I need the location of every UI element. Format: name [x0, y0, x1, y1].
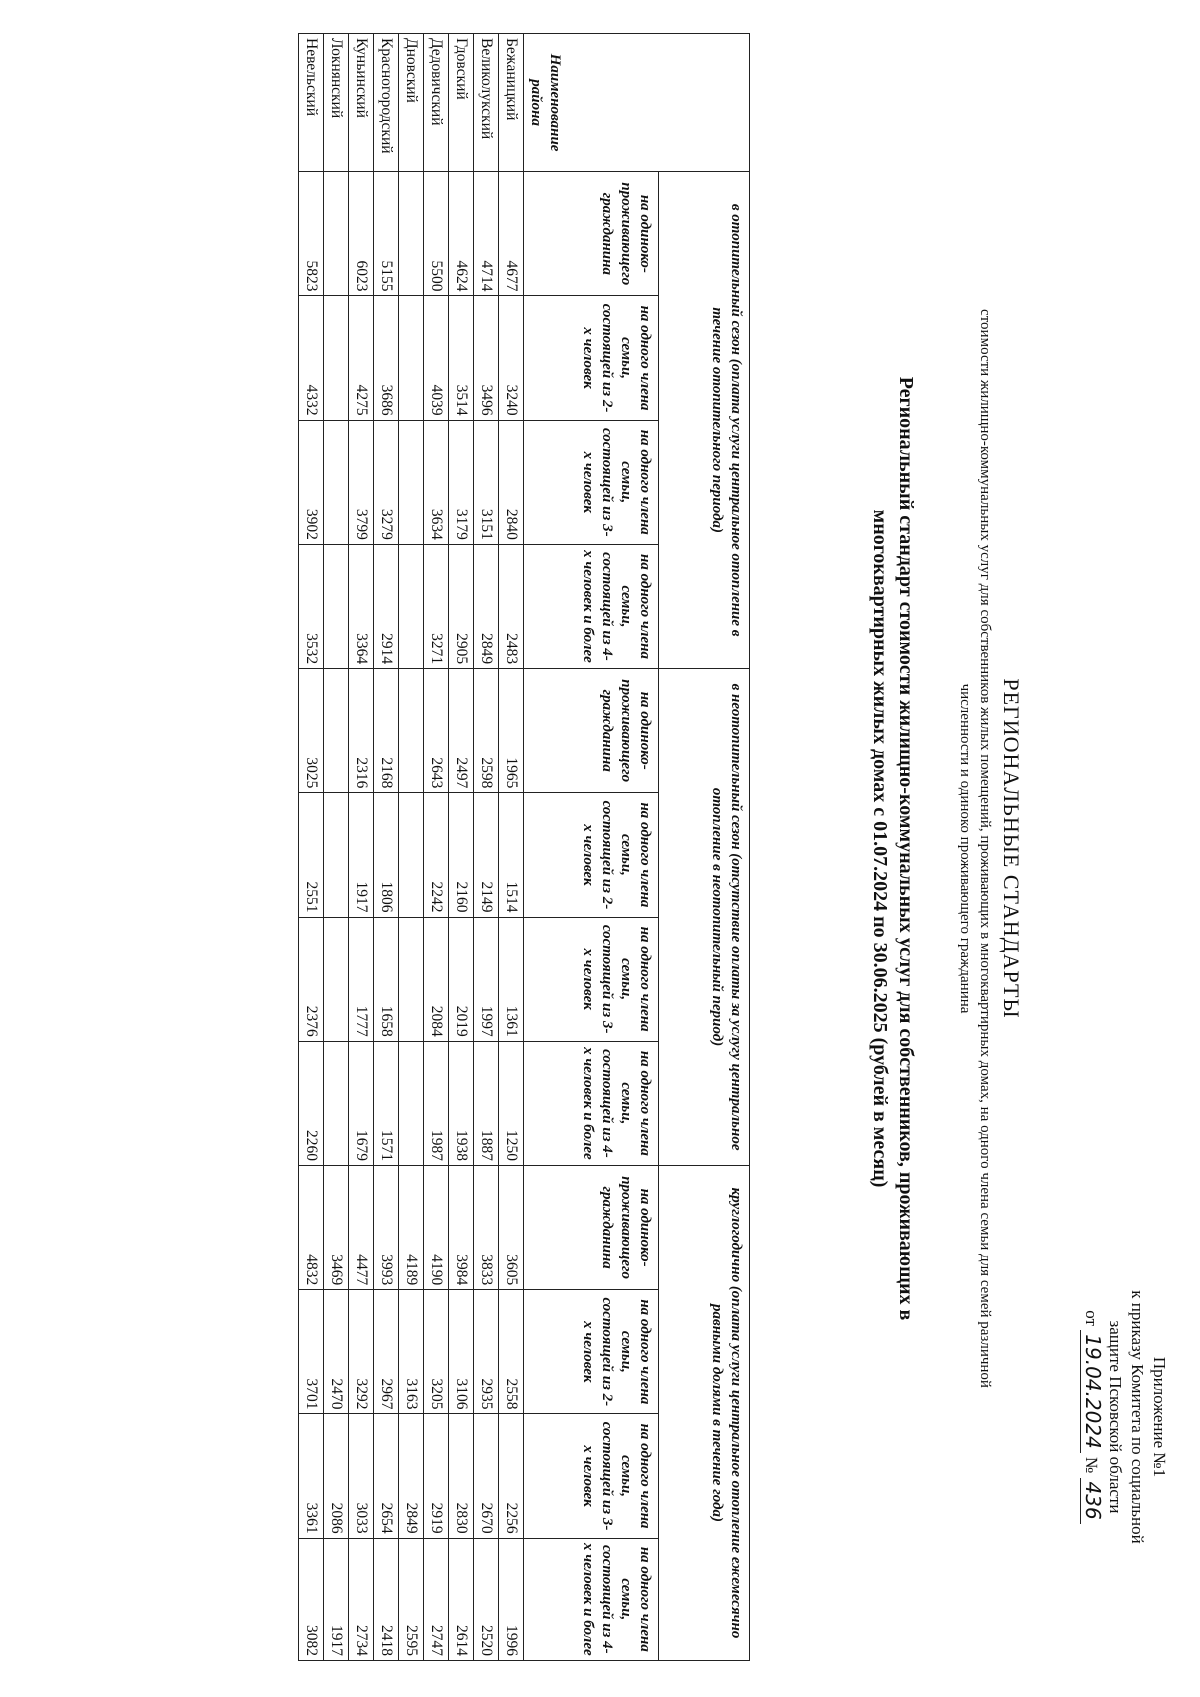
district-name-cell: Куньинский	[349, 34, 374, 172]
value-cell: 3469	[324, 1166, 349, 1290]
value-cell: 1887	[474, 1041, 499, 1165]
table-header-row-sub	[524, 34, 659, 1661]
value-cell: 4714	[474, 172, 499, 296]
appendix-committee-line: защите Псковской области	[1106, 1320, 1125, 1514]
table-row	[324, 34, 349, 1661]
subheader-family-3: на одного члена семьи, состоящей из 3-х человек	[524, 1414, 659, 1538]
subheader-family-2: на одного члена семьи, состоящей из 2-х человек	[524, 793, 659, 917]
value-cell: 2256	[499, 1414, 524, 1538]
value-cell	[324, 172, 349, 296]
appendix-order-line: к приказу Комитета по социальной	[1128, 1290, 1147, 1544]
table-row	[299, 34, 324, 1661]
value-cell: 1777	[349, 917, 374, 1041]
subheader-family-3: на одного члена семьи, состоящей из 3-х человек	[524, 420, 659, 544]
district-name-cell: Красногородский	[374, 34, 399, 172]
value-cell: 2316	[349, 669, 374, 793]
value-cell	[399, 917, 424, 1041]
value-cell: 4275	[349, 296, 374, 420]
value-cell: 1361	[499, 917, 524, 1041]
value-cell: 2747	[424, 1538, 449, 1660]
value-cell	[324, 544, 349, 668]
value-cell: 1917	[324, 1538, 349, 1660]
value-cell: 3361	[299, 1414, 324, 1538]
value-cell: 4677	[499, 172, 524, 296]
value-cell: 5155	[374, 172, 399, 296]
value-cell: 2160	[449, 793, 474, 917]
handwritten-number: 436	[1080, 1478, 1105, 1524]
subheader-family-4: на одного члена семьи, состоящей из 4-х человек и более	[524, 1538, 659, 1660]
value-cell: 2614	[449, 1538, 474, 1660]
value-cell	[399, 172, 424, 296]
value-cell: 3686	[374, 296, 399, 420]
value-cell	[324, 296, 349, 420]
subheader-single: на одинокопроживающего гражданина	[524, 172, 659, 296]
value-cell: 3902	[299, 420, 324, 544]
table-row	[349, 34, 374, 1661]
value-cell: 2418	[374, 1538, 399, 1660]
value-cell: 4832	[299, 1166, 324, 1290]
value-cell: 3271	[424, 544, 449, 668]
value-cell: 2643	[424, 669, 449, 793]
value-cell: 2497	[449, 669, 474, 793]
district-column-header: Наименование района	[524, 34, 750, 172]
subheader-single: на одинокопроживающего гражданина	[524, 1166, 659, 1290]
value-cell: 1806	[374, 793, 399, 917]
value-cell: 3701	[299, 1290, 324, 1414]
value-cell: 3532	[299, 544, 324, 668]
subheader-family-4: на одного члена семьи, состоящей из 4-х человек и более	[524, 1041, 659, 1165]
subheader-family-2: на одного члена семьи, состоящей из 2-х человек	[524, 1290, 659, 1414]
value-cell: 2086	[324, 1414, 349, 1538]
value-cell: 1938	[449, 1041, 474, 1165]
value-cell: 4189	[399, 1166, 424, 1290]
value-cell: 3106	[449, 1290, 474, 1414]
subheader-family-4: на одного члена семьи, состоящей из 4-х человек и более	[524, 544, 659, 668]
value-cell: 2260	[299, 1041, 324, 1165]
district-name-cell: Великолукский	[474, 34, 499, 172]
value-cell: 1997	[474, 917, 499, 1041]
value-cell: 2168	[374, 669, 399, 793]
value-cell: 2149	[474, 793, 499, 917]
value-cell: 1514	[499, 793, 524, 917]
value-cell: 2849	[399, 1414, 424, 1538]
value-cell: 3605	[499, 1166, 524, 1290]
value-cell	[399, 793, 424, 917]
document-subtitle: стоимости жилищно-коммунальных услуг для собственников жилых помещений, проживающих в многоквартирных домах, на одного члена семьи для семей различной численности и одиноко проживающего гражданина	[957, 309, 993, 1388]
district-name-cell: Локнянский	[324, 34, 349, 172]
group-header-year-round: круглогодично (оплата услуги центральное отопление ежемесячно равными долями в течение года)	[659, 1166, 750, 1661]
value-cell	[399, 420, 424, 544]
group-header-heating-season: в отопительный сезон (оплата услуги центральное отопление в течение отопительного периода)	[659, 172, 750, 669]
value-cell: 1917	[349, 793, 374, 917]
value-cell: 2376	[299, 917, 324, 1041]
subheader-family-3: на одного члена семьи, состоящей из 3-х человек	[524, 917, 659, 1041]
value-cell: 2840	[499, 420, 524, 544]
value-cell: 3833	[474, 1166, 499, 1290]
value-cell: 1987	[424, 1041, 449, 1165]
value-cell: 3799	[349, 420, 374, 544]
value-cell	[324, 669, 349, 793]
table-body	[299, 34, 524, 1661]
value-cell	[399, 669, 424, 793]
value-cell: 4624	[449, 172, 474, 296]
value-cell: 2242	[424, 793, 449, 917]
value-cell: 2520	[474, 1538, 499, 1660]
table-row	[399, 34, 424, 1661]
value-cell: 2935	[474, 1290, 499, 1414]
value-cell	[324, 917, 349, 1041]
value-cell: 1250	[499, 1041, 524, 1165]
value-cell: 2084	[424, 917, 449, 1041]
district-name-cell: Гдовский	[449, 34, 474, 172]
value-cell: 5823	[299, 172, 324, 296]
value-cell: 3292	[349, 1290, 374, 1414]
value-cell: 3205	[424, 1290, 449, 1414]
district-name-cell: Невельский	[299, 34, 324, 172]
value-cell: 3151	[474, 420, 499, 544]
value-cell: 2595	[399, 1538, 424, 1660]
group-header-non-heating-season: в неотопительный сезон (отсутствие оплаты за услугу центральное отопление в неотопительный период)	[659, 669, 750, 1166]
value-cell: 2558	[499, 1290, 524, 1414]
table-row	[374, 34, 399, 1661]
value-cell: 2551	[299, 793, 324, 917]
value-cell	[399, 1041, 424, 1165]
value-cell: 5500	[424, 172, 449, 296]
value-cell: 3634	[424, 420, 449, 544]
value-cell: 3033	[349, 1414, 374, 1538]
value-cell: 4477	[349, 1166, 374, 1290]
value-cell: 4332	[299, 296, 324, 420]
value-cell: 2670	[474, 1414, 499, 1538]
value-cell: 1996	[499, 1538, 524, 1660]
value-cell: 3082	[299, 1538, 324, 1660]
value-cell: 4039	[424, 296, 449, 420]
regional-standard-title: Региональный стандарт стоимости жилищно-коммунальных услуг для собственников, проживающих в многоквартирных жилых домах с 01.07.2024 по 30.06.2025 (рублей в месяц)	[869, 376, 917, 1321]
standards-table	[298, 33, 750, 1661]
value-cell	[324, 420, 349, 544]
appendix-title: Приложение №1	[1150, 1356, 1169, 1478]
from-label: от	[1082, 1310, 1101, 1327]
value-cell: 1679	[349, 1041, 374, 1165]
appendix-date-number-line	[1080, 1252, 1104, 1582]
value-cell: 3993	[374, 1166, 399, 1290]
table-row	[499, 34, 524, 1661]
table-row	[474, 34, 499, 1661]
value-cell: 6023	[349, 172, 374, 296]
value-cell: 2734	[349, 1538, 374, 1660]
value-cell: 3240	[499, 296, 524, 420]
value-cell: 2483	[499, 544, 524, 668]
document-title: РЕГИОНАЛЬНЫЕ СТАНДАРТЫ	[999, 678, 1024, 1019]
district-name-cell: Дедовичский	[424, 34, 449, 172]
value-cell: 2914	[374, 544, 399, 668]
value-cell: 2849	[474, 544, 499, 668]
value-cell	[324, 793, 349, 917]
table-header-row-groups	[659, 34, 750, 1661]
value-cell	[399, 296, 424, 420]
value-cell: 4190	[424, 1166, 449, 1290]
value-cell: 2967	[374, 1290, 399, 1414]
value-cell	[399, 544, 424, 668]
number-label: №	[1082, 1457, 1101, 1474]
handwritten-date: 19.04.2024	[1080, 1330, 1105, 1453]
value-cell: 3163	[399, 1290, 424, 1414]
district-name-cell: Дновский	[399, 34, 424, 172]
value-cell: 2598	[474, 669, 499, 793]
value-cell: 3179	[449, 420, 474, 544]
table-row	[449, 34, 474, 1661]
value-cell: 1658	[374, 917, 399, 1041]
value-cell: 2919	[424, 1414, 449, 1538]
value-cell: 2654	[374, 1414, 399, 1538]
value-cell: 1571	[374, 1041, 399, 1165]
value-cell: 3364	[349, 544, 374, 668]
value-cell: 2019	[449, 917, 474, 1041]
value-cell: 1965	[499, 669, 524, 793]
value-cell: 3279	[374, 420, 399, 544]
value-cell: 2470	[324, 1290, 349, 1414]
value-cell: 2905	[449, 544, 474, 668]
table-row	[424, 34, 449, 1661]
value-cell: 3514	[449, 296, 474, 420]
value-cell: 3025	[299, 669, 324, 793]
value-cell: 2830	[449, 1414, 474, 1538]
title-block	[867, 0, 1025, 1697]
value-cell: 3984	[449, 1166, 474, 1290]
subheader-family-2: на одного члена семьи, состоящей из 2-х человек	[524, 296, 659, 420]
value-cell: 3496	[474, 296, 499, 420]
appendix-header	[1080, 1252, 1170, 1582]
value-cell	[324, 1041, 349, 1165]
district-name-cell: Бежаницкий	[499, 34, 524, 172]
subheader-single: на одинокопроживающего гражданина	[524, 669, 659, 793]
